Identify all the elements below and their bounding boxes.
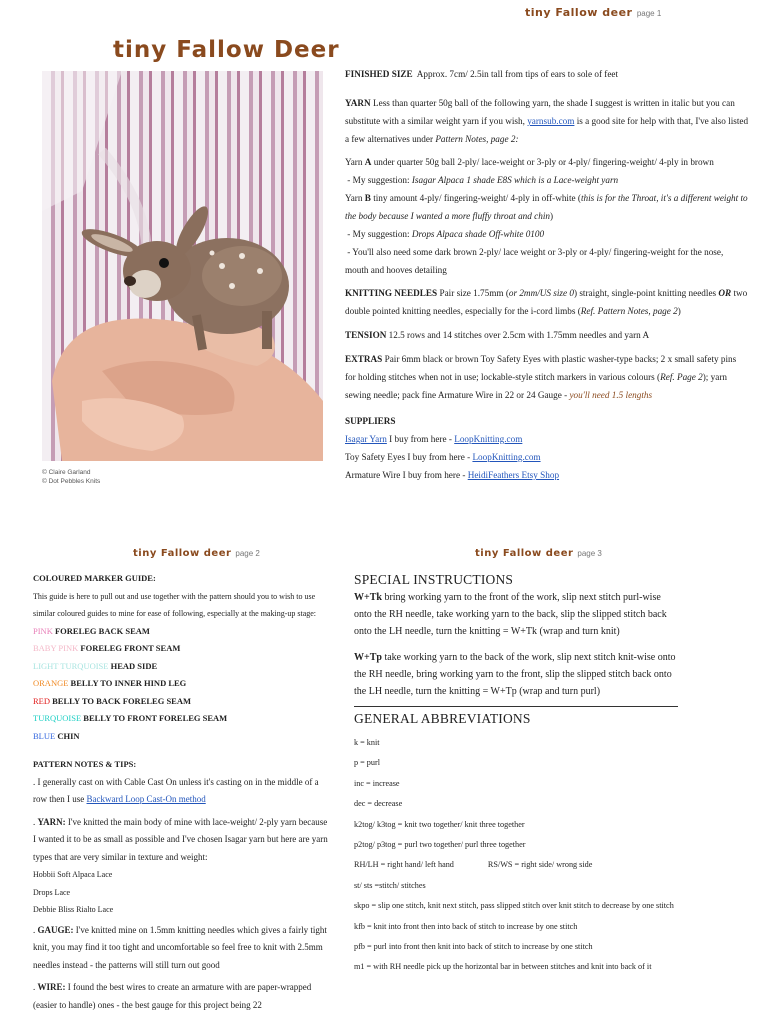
yarn-a-suggestion-text: Isagar Alpaca 1 shade E8S which is a Lace-weight yarn xyxy=(411,175,619,185)
yarn-b xyxy=(345,189,749,225)
marker-item xyxy=(33,658,331,676)
yarn-b-prefix: Yarn xyxy=(345,193,363,203)
yarn-alt-item: Drops Lace xyxy=(33,887,71,897)
abbreviation-text: k2tog/ k3tog = knit two together/ knit three together xyxy=(354,819,525,829)
abbreviation-item xyxy=(354,876,678,896)
supplier-row-2 xyxy=(345,448,749,466)
wtp-instruction xyxy=(354,649,678,700)
credit-line-2: © Dot Pebbles Knits xyxy=(42,478,101,485)
yarn-b-close: ) xyxy=(549,211,554,221)
abbreviation-item xyxy=(354,855,678,875)
extras-ref: Ref. Page 2 xyxy=(660,372,703,382)
marker-list xyxy=(33,623,331,746)
marker-guide-intro: This guide is here to pull out and use together with the pattern should you to wish to use similar coloured guides to mine for ease of following, especially at the making-up stage: xyxy=(33,591,317,618)
finished-size xyxy=(345,65,749,83)
needles-or: OR xyxy=(718,288,732,298)
marker-item xyxy=(33,693,331,711)
abbreviation-item xyxy=(354,896,678,916)
deer-illustration xyxy=(42,71,323,461)
marker-label: HEAD SIDE xyxy=(110,660,158,671)
page2-header-page-number: page 2 xyxy=(235,549,260,558)
abbreviation-item xyxy=(354,835,678,855)
yarn-a-text: under quarter 50g ball 2-ply/ lace-weight or 3-ply or 4-ply/ fingering-weight/ 4-ply in brown xyxy=(373,157,714,167)
yarn-a-suggestion xyxy=(345,171,749,189)
yarn-a-suggestion-prefix: - My suggestion: xyxy=(347,175,410,185)
page2-header xyxy=(133,548,260,559)
deer-photo xyxy=(42,71,323,461)
abbreviation-text: k = knit xyxy=(354,738,380,747)
yarn-b-note: this is for the Throat, it's a different weight to the body because I wanted a more fluffy throat and chin xyxy=(345,193,748,221)
abbreviation-text: kfb = knit into front then into back of stitch to increase by one stitch xyxy=(354,921,578,931)
yarn-text-2: is a good site for help with that, I've also listed a few alternatives under xyxy=(345,116,749,144)
marker-label: BELLY TO INNER HIND LEG xyxy=(70,678,187,688)
needles-text-1: Pair size 1.75mm ( xyxy=(439,288,509,298)
tension-label: TENSION xyxy=(345,330,387,340)
finished-size-text: Approx. 7cm/ 2.5in tall from tips of ears to sole of feet xyxy=(416,69,619,79)
needles-text-2: ) straight, single-point knitting needles xyxy=(573,288,717,298)
wtk-instruction xyxy=(354,589,678,640)
marker-color-name: LIGHT TURQUOISE xyxy=(33,660,109,671)
yarn-section xyxy=(345,94,749,148)
note-cast-on-text: . I generally cast on with Cable Cast On unless it's casting on in the middle of a row then I use xyxy=(33,776,319,804)
marker-item xyxy=(33,675,331,693)
yarn-alternatives xyxy=(33,866,331,919)
note-gauge-label: GAUGE: xyxy=(37,924,74,935)
note-gauge: . GAUGE: I've knitted mine on 1.5mm knitting needles which gives a fairly tight knit, you may find it too tight and uncomfortable so feel free to knit with 2.5mm needles instead - the patterns will still turn out good xyxy=(33,924,327,970)
abbreviation-item xyxy=(354,733,678,753)
yarn-b-text: tiny amount 4-ply/ fingering-weight/ 4-ply in off-white ( xyxy=(373,193,581,203)
abbreviation-text: m1 = with RH needle pick up the horizontal bar in between stitches and knit into back of it xyxy=(354,962,652,972)
tension-section xyxy=(345,326,749,344)
marker-color-name: TURQUOISE xyxy=(33,713,82,723)
page1-header-brand: tiny Fallow deer xyxy=(525,6,633,19)
loopknitting-link-2[interactable]: LoopKnitting.com xyxy=(472,452,541,462)
pattern-notes-title: PATTERN NOTES & TIPS: xyxy=(33,759,137,769)
page1-header xyxy=(525,6,661,19)
extras-section xyxy=(345,350,749,404)
abbreviation-item xyxy=(354,753,678,773)
extras-note: you'll need 1.5 lengths xyxy=(569,390,653,400)
yarn-alt-item: Debbie Bliss Rialto Lace xyxy=(33,905,114,914)
page3-header-page-number: page 3 xyxy=(577,549,602,558)
isagar-yarn-link[interactable]: Isagar Yarn xyxy=(345,434,387,444)
extras-text-2: ); yarn sewing needle; pack fine Armature Wire in 22 or 24 Gauge - xyxy=(345,372,727,400)
yarn-b-suggestion xyxy=(345,225,749,243)
yarn-b-label: B xyxy=(364,193,371,203)
yarn-a-prefix: Yarn xyxy=(345,157,363,167)
needles-close: ) xyxy=(677,306,681,316)
supplier-1-text: I buy from here - xyxy=(389,434,452,444)
needles-label: KNITTING NEEDLES xyxy=(345,288,438,298)
photo-credits xyxy=(42,468,100,486)
needles-text-3: two double pointed knitting needles, especially for the i-cord limbs ( xyxy=(345,288,748,316)
note-yarn-text: I've knitted the main body of mine with lace-weight/ 2-ply yarn because I wanted it to be as small as possible and I've chosen Isagar yarn but here are yarn types that are very similar in texture and weight: xyxy=(33,816,328,862)
supplier-row-3 xyxy=(345,466,749,484)
note-wire-label: WIRE: xyxy=(37,982,66,992)
supplier-2-text: Toy Safety Eyes I buy from here - xyxy=(345,452,471,462)
tension-text: 12.5 rows and 14 stitches over 2.5cm with 1.75mm needles and yarn A xyxy=(388,330,650,340)
page3-header-brand: tiny Fallow deer xyxy=(475,548,574,559)
marker-label: BELLY TO FRONT FORELEG SEAM xyxy=(83,713,228,723)
yarn-a-label: A xyxy=(364,157,372,167)
abbreviation-text: inc = increase xyxy=(354,778,400,788)
marker-color-name: BABY PINK xyxy=(33,643,79,653)
backward-loop-link[interactable]: Backward Loop Cast-On method xyxy=(86,794,206,804)
yarn-b-suggestion-prefix: - My suggestion: xyxy=(347,229,410,239)
marker-item xyxy=(33,728,331,746)
marker-guide-title: COLOURED MARKER GUIDE: xyxy=(33,573,156,583)
marker-item xyxy=(33,623,331,641)
abbreviation-rsws: RS/WS = right side/ wrong side xyxy=(487,860,593,870)
marker-color-name: RED xyxy=(33,695,50,706)
yarn-a xyxy=(345,153,749,171)
marker-item xyxy=(33,710,331,728)
note-yarn: . YARN: I've knitted the main body of mine with lace-weight/ 2-ply yarn because I wanted it to be as small as possible and I've chosen Isagar yarn but here are yarn types that are very similar in texture and weight: xyxy=(33,816,328,862)
abbreviation-text: p = purl xyxy=(354,758,380,768)
heidifeathers-link[interactable]: HeidiFeathers Etsy Shop xyxy=(467,470,560,480)
yarn-label: YARN xyxy=(345,98,371,108)
note-wire-text: I found the best wires to create an armature with are paper-wrapped (easier to handle) ones - the best gauge for this project being 22 xyxy=(33,982,312,1010)
yarn-dark-text: - You'll also need some dark brown 2-ply/ lace weight or 3-ply or 4-ply/ fingering-weight for the nose, mouth and hooves detailing xyxy=(345,247,724,275)
marker-label: CHIN xyxy=(57,730,80,741)
note-gauge-text: I've knitted mine on 1.5mm knitting needles which gives a fairly tight knit, you may find it too tight and uncomfortable so feel free to knit with 2.5mm needles instead - the patterns will still turn out good xyxy=(33,924,327,970)
abbreviation-item xyxy=(354,937,678,957)
section-divider xyxy=(354,706,678,707)
yarn-alt-item: Hobbii Soft Alpaca Lace xyxy=(33,870,113,879)
needles-section xyxy=(345,284,749,320)
needles-ref: Ref. Pattern Notes, page 2 xyxy=(580,306,678,316)
wtk-label: W+Tk xyxy=(354,592,382,603)
yarn-dark-note xyxy=(345,243,749,279)
credit-line-1: © Claire Garland xyxy=(42,469,91,476)
note-yarn-label: YARN: xyxy=(37,816,66,827)
page3-header xyxy=(475,548,602,559)
general-abbreviations-title: GENERAL ABBREVIATIONS xyxy=(354,711,531,726)
marker-label: FORELEG FRONT SEAM xyxy=(80,643,181,653)
needles-alt: or 2mm/US size 0 xyxy=(508,288,574,298)
note-wire: . WIRE: I found the best wires to create an armature with are paper-wrapped (easier to handle) ones - the best gauge for this project being 22 xyxy=(33,982,312,1010)
yarn-ref: Pattern Notes, page 2: xyxy=(435,134,519,144)
extras-text-1: Pair 6mm black or brown Toy Safety Eyes with plastic washer-type backs; 2 x small safety pins for holding stitches when not in use; lockable-style stitch markers in various colours ( xyxy=(345,354,737,382)
abbreviation-text: RH/LH = right hand/ left hand xyxy=(354,860,454,870)
marker-color-name: ORANGE xyxy=(33,678,69,688)
marker-label: BELLY TO BACK FORELEG SEAM xyxy=(52,695,191,706)
extras-label: EXTRAS xyxy=(345,354,383,364)
supplier-row-1 xyxy=(345,430,749,448)
page1-header-page-number: page 1 xyxy=(636,9,662,18)
abbreviation-item xyxy=(354,957,678,977)
page1-title: tiny Fallow Deer xyxy=(113,37,340,63)
wtk-text: bring working yarn to the front of the work, slip next stitch purl-wise onto the RH needle, take working yarn to the back, slip the slipped stitch back onto the LH needle, turn the knitting = W+Tk (wrap and turn knit) xyxy=(354,592,667,637)
yarnsub-link[interactable]: yarnsub.com xyxy=(527,116,575,126)
page2-header-brand: tiny Fallow deer xyxy=(133,548,232,559)
abbreviation-text: skpo = slip one stitch, knit next stitch, pass slipped stitch over knit stitch to decrease by one stitch xyxy=(354,901,674,911)
suppliers-label: SUPPLIERS xyxy=(345,416,396,426)
abbreviation-item xyxy=(354,815,678,835)
wtp-label: W+Tp xyxy=(354,652,382,663)
special-instructions-title: SPECIAL INSTRUCTIONS xyxy=(354,572,514,587)
abbreviation-text: st/ sts =stitch/ stitches xyxy=(354,880,426,890)
page1-text-column xyxy=(345,65,749,484)
abbreviation-item xyxy=(354,774,678,794)
abbreviation-text: p2tog/ p3tog = purl two together/ purl three together xyxy=(354,840,526,850)
page3-column xyxy=(354,572,678,978)
suppliers-section xyxy=(345,412,749,484)
finished-size-label: FINISHED SIZE xyxy=(345,69,413,79)
yarn-b-suggestion-text: Drops Alpaca shade Off-white 0100 xyxy=(411,229,545,239)
abbreviation-item xyxy=(354,917,678,937)
abbreviation-item xyxy=(354,794,678,814)
yarn-text-1: Less than quarter 50g ball of the following yarn, the shade I suggest is written in italic but you can substitute with a similar weight yarn if you wish, xyxy=(345,98,735,126)
marker-label: FORELEG BACK SEAM xyxy=(54,625,150,636)
page2-column xyxy=(33,570,331,1014)
abbreviation-list xyxy=(354,733,678,978)
supplier-3-text: Armature Wire I buy from here - xyxy=(345,470,466,480)
abbreviation-text: dec = decrease xyxy=(354,799,403,809)
marker-item xyxy=(33,640,331,658)
wtp-text: take working yarn to the back of the work, slip next stitch knit-wise onto the RH needle, bring working yarn to the front, slip the slipped stitch back onto the LH needle, turn the knitting = W+Tp (wrap and turn purl) xyxy=(354,652,676,697)
marker-color-name: BLUE xyxy=(33,730,56,741)
note-cast-on xyxy=(33,774,331,809)
marker-color-name: PINK xyxy=(33,625,53,636)
abbreviation-text: pfb = purl into front then knit into back of stitch to increase by one stitch xyxy=(354,942,593,952)
loopknitting-link-1[interactable]: LoopKnitting.com xyxy=(454,434,523,444)
